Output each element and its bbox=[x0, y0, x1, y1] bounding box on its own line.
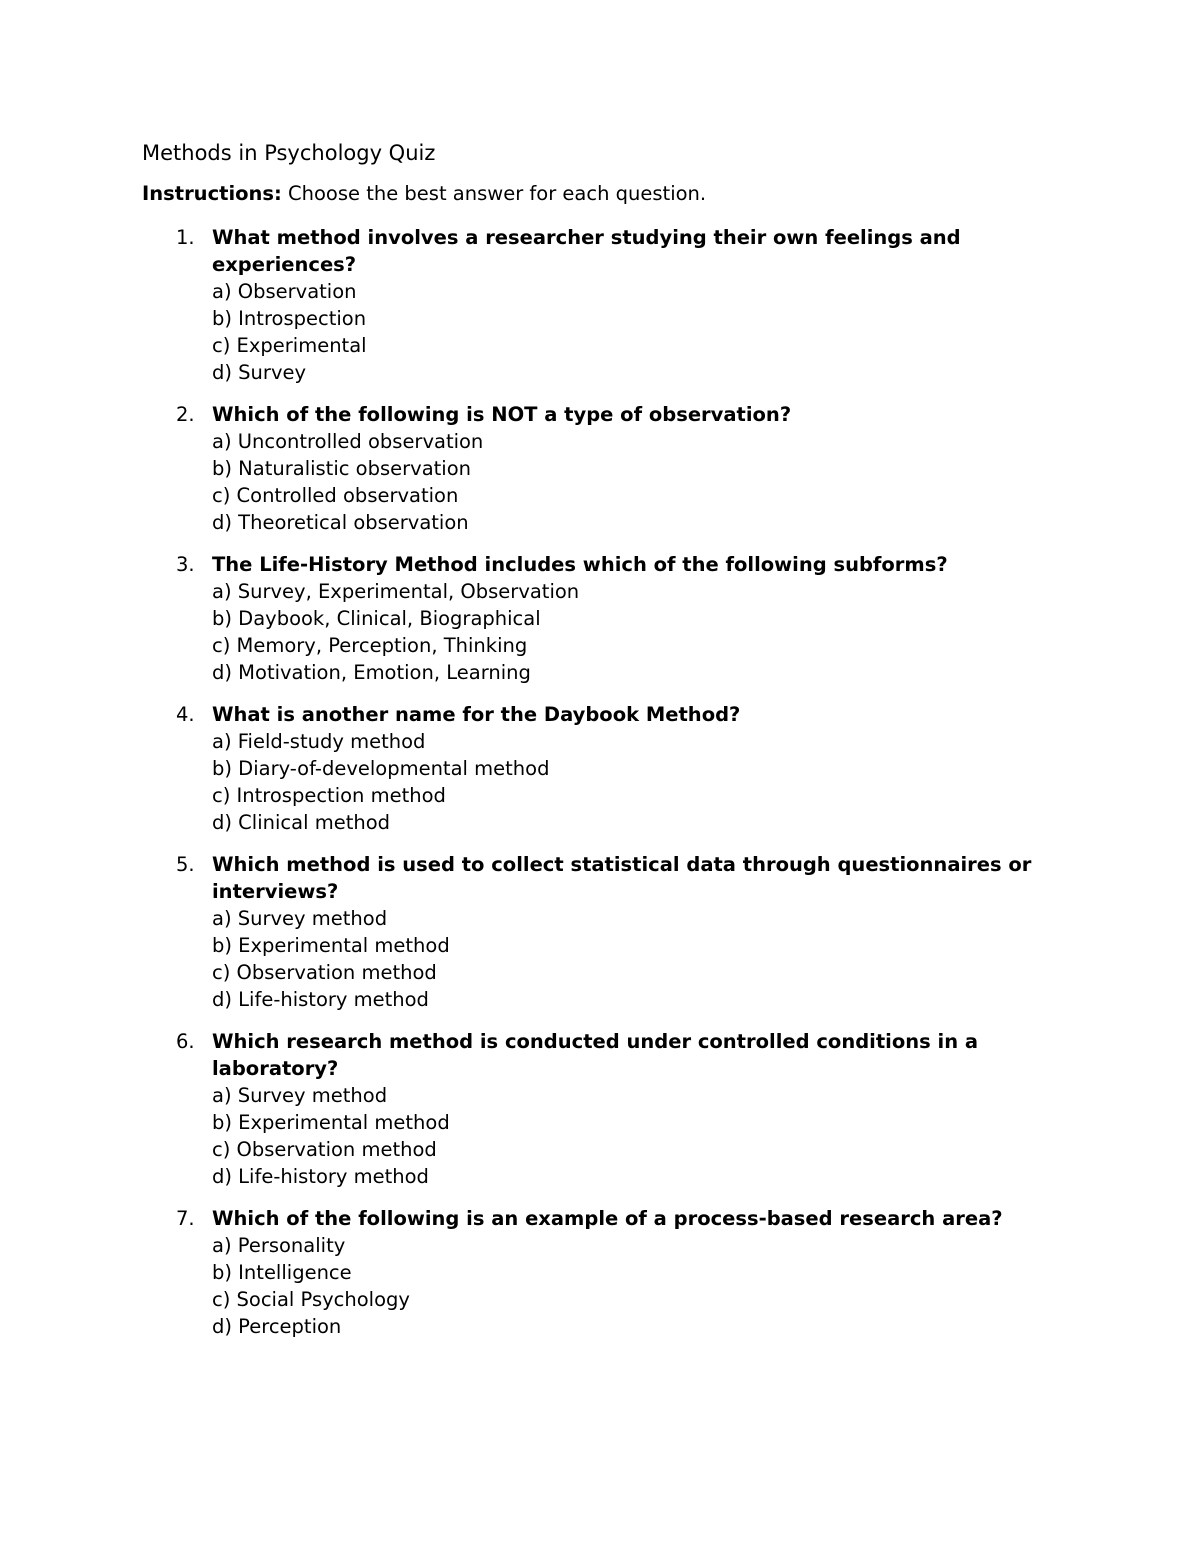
answer-options bbox=[212, 1232, 1062, 1340]
question-text: Which method is used to collect statistical data through questionnaires or interviews? bbox=[212, 853, 1032, 903]
question-item bbox=[142, 701, 1062, 836]
answer-option: c) Memory, Perception, Thinking bbox=[212, 634, 528, 657]
answer-option: c) Introspection method bbox=[212, 784, 446, 807]
answer-option: c) Observation method bbox=[212, 1138, 437, 1161]
question-number: 4. bbox=[176, 703, 195, 726]
question-number: 1. bbox=[176, 226, 195, 249]
question-item bbox=[142, 851, 1062, 1013]
question-number: 3. bbox=[176, 553, 195, 576]
question-text: What is another name for the Daybook Method? bbox=[212, 703, 741, 726]
question-number: 7. bbox=[176, 1207, 195, 1230]
answer-options bbox=[212, 1082, 1062, 1190]
answer-option: a) Observation bbox=[212, 280, 357, 303]
question-number: 5. bbox=[176, 853, 195, 876]
question-text: What method involves a researcher studying their own feelings and experiences? bbox=[212, 226, 961, 276]
answer-option: d) Life-history method bbox=[212, 988, 429, 1011]
question-item bbox=[142, 224, 1062, 386]
answer-option: a) Uncontrolled observation bbox=[212, 430, 484, 453]
answer-option: c) Experimental bbox=[212, 334, 367, 357]
instructions bbox=[142, 180, 1062, 208]
question-item bbox=[142, 1205, 1062, 1340]
question-item bbox=[142, 551, 1062, 686]
document-page bbox=[142, 138, 1062, 1355]
question-list bbox=[142, 224, 1062, 1340]
instructions-label: Instructions: bbox=[142, 182, 282, 205]
answer-option: d) Life-history method bbox=[212, 1165, 429, 1188]
question-text: The Life-History Method includes which of the following subforms? bbox=[212, 553, 948, 576]
answer-option: b) Introspection bbox=[212, 307, 367, 330]
answer-options bbox=[212, 278, 1062, 386]
question-item bbox=[142, 401, 1062, 536]
question-number: 2. bbox=[176, 403, 195, 426]
answer-option: d) Survey bbox=[212, 361, 307, 384]
answer-options bbox=[212, 905, 1062, 1013]
answer-option: b) Intelligence bbox=[212, 1261, 352, 1284]
answer-option: b) Experimental method bbox=[212, 934, 450, 957]
instructions-text: Choose the best answer for each question. bbox=[281, 182, 707, 205]
answer-option: d) Clinical method bbox=[212, 811, 391, 834]
question-text: Which of the following is an example of a process-based research area? bbox=[212, 1207, 1003, 1230]
answer-option: c) Observation method bbox=[212, 961, 437, 984]
question-text: Which of the following is NOT a type of observation? bbox=[212, 403, 792, 426]
answer-option: a) Personality bbox=[212, 1234, 346, 1257]
answer-option: c) Controlled observation bbox=[212, 484, 459, 507]
answer-options bbox=[212, 428, 1062, 536]
answer-option: a) Survey method bbox=[212, 907, 388, 930]
answer-option: a) Survey, Experimental, Observation bbox=[212, 580, 580, 603]
answer-option: b) Naturalistic observation bbox=[212, 457, 471, 480]
question-text: Which research method is conducted under controlled conditions in a laboratory? bbox=[212, 1030, 979, 1080]
question-item bbox=[142, 1028, 1062, 1190]
answer-option: b) Diary-of-developmental method bbox=[212, 757, 550, 780]
question-number: 6. bbox=[176, 1030, 195, 1053]
answer-option: a) Survey method bbox=[212, 1084, 388, 1107]
document-title: Methods in Psychology Quiz bbox=[142, 141, 436, 165]
answer-option: b) Experimental method bbox=[212, 1111, 450, 1134]
answer-option: a) Field-study method bbox=[212, 730, 426, 753]
answer-options bbox=[212, 728, 1062, 836]
answer-option: c) Social Psychology bbox=[212, 1288, 410, 1311]
answer-option: d) Perception bbox=[212, 1315, 342, 1338]
answer-options bbox=[212, 578, 1062, 686]
answer-option: d) Theoretical observation bbox=[212, 511, 469, 534]
answer-option: b) Daybook, Clinical, Biographical bbox=[212, 607, 541, 630]
answer-option: d) Motivation, Emotion, Learning bbox=[212, 661, 531, 684]
